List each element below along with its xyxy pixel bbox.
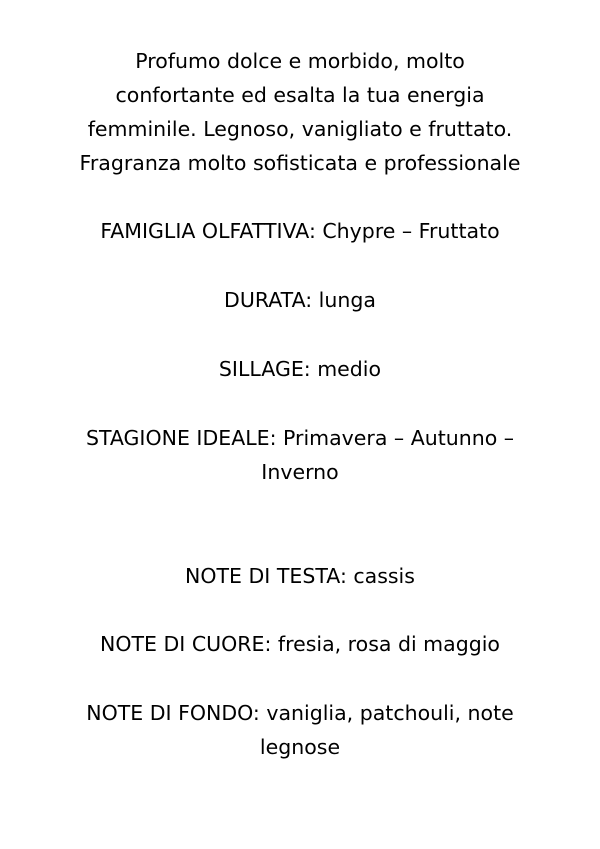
duration (20, 283, 580, 317)
sillage-text: SILLAGE: medio (218, 357, 382, 381)
heart-notes (20, 627, 580, 661)
description-line: femminile. Legnoso, vanigliato e fruttato. (87, 117, 513, 141)
olfactory-family-text: FAMIGLIA OLFATTIVA: Chypre – Fruttato (100, 219, 500, 243)
base-notes (20, 696, 580, 764)
duration-text: DURATA: lunga (224, 288, 376, 312)
ideal-season-line: STAGIONE IDEALE: Primavera – Autunno – (85, 426, 515, 450)
base-notes-line: NOTE DI FONDO: vaniglia, patchouli, note (86, 701, 514, 725)
description-line: Profumo dolce e morbido, molto (135, 49, 465, 73)
top-notes (20, 559, 580, 593)
perfume-description (20, 44, 580, 180)
ideal-season (20, 421, 580, 489)
top-notes-text: NOTE DI TESTA: cassis (185, 564, 415, 588)
heart-notes-text: NOTE DI CUORE: fresia, rosa di maggio (100, 632, 500, 656)
olfactory-family (20, 214, 580, 248)
description-line: confortante ed esalta la tua energia (115, 83, 485, 107)
description-line: Fragranza molto sofisticata e professionale (79, 151, 521, 175)
base-notes-line: legnose (259, 735, 341, 759)
sillage (20, 352, 580, 386)
ideal-season-line: Inverno (261, 460, 339, 484)
